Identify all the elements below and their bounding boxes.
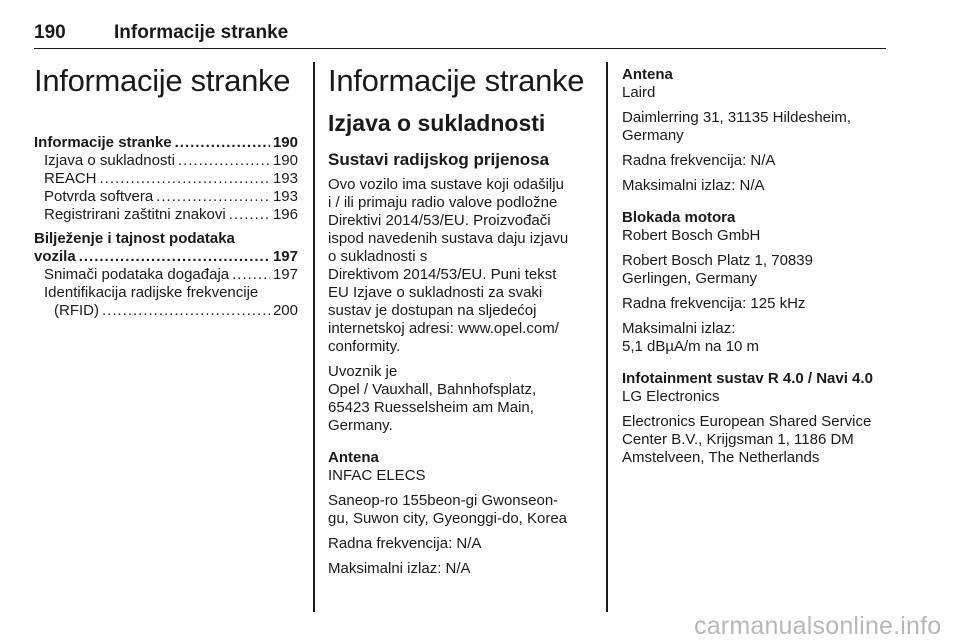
antena-laird-freq: Radna frekvencija: N/A: [622, 152, 776, 169]
blokada-freq: Radna frekvencija: 125 kHz: [622, 295, 806, 312]
toc-entry-biljezenje-line1[interactable]: Bilježenje i tajnost podataka: [34, 230, 235, 247]
blokada-maker: Robert Bosch GmbH: [622, 227, 761, 244]
antena-laird-maker: Laird: [622, 84, 656, 101]
antena-infac-max: Maksimalni izlaz: N/A: [328, 560, 471, 577]
content-column-2: Antena Laird Daimlerring 31, 31135 Hildesheim, Germany Radna frekvencija: N/A Maksimalni izlaz: N/A Blokada motora Robert Bosch GmbH Robert Bosch Platz 1, 70839 Gerlingen, Germany Radna frekvencija: 125 kHz Maksimalni izlaz: 5,1 dBµA/m na 10 m Infotainment sustav R 4.0 / Navi 4.0 LG Electronics Electronics European Shared Service Center B.V., Krijgsman 1, 1186 DM Amstelveen, The Netherlands: [622, 62, 886, 467]
antena-laird-title: Antena: [622, 66, 673, 83]
infotainment-title: Infotainment sustav R 4.0 / Navi 4.0: [622, 370, 873, 387]
toc-entry-snimaci[interactable]: Snimači podataka događaja ..... 197: [34, 266, 298, 284]
antena-laird-max: Maksimalni izlaz: N/A: [622, 177, 765, 194]
infotainment-maker: LG Electronics: [622, 388, 720, 405]
toc-entry-biljezenje[interactable]: vozila ..... 197: [34, 248, 298, 266]
column-divider-2: [606, 62, 608, 612]
column-divider-1: [313, 62, 315, 612]
toc-entry-izjava[interactable]: Izjava o sukladnosti ..... 190: [34, 152, 298, 170]
content-column-1: Informacije stranke Izjava o sukladnosti Sustavi radijskog prijenosa Ovo vozilo ima sustave koji odašilju i / ili primaju radio valove podložne Direktivi 2014/53/EU. Proizvođači ispod navedenih sustava daju izjavu o sukladnosti s Direktivom 2014/53/EU. Puni tekst EU Izjave o sukladnosti za svaki sustav je dostupan na sljedećoj internetskoj adresi: www.opel.com/ conformity. Uvoznik je Opel / Vauxhall, Bahnhofsplatz, 65423 Ruesselsheim am Main, Germany. Antena INFAC ELECS Saneop-ro 155beon-gi Gwonseon- gu, Suwon city, Gyeonggi-do, Korea Radna frekvencija: N/A Maksimalni izlaz: N/A: [328, 62, 590, 578]
subsection-heading: Izjava o sukladnosti: [328, 110, 546, 136]
table-of-contents: [34, 134, 298, 320]
antena-infac-maker: INFAC ELECS: [328, 467, 426, 484]
importer-paragraph: Uvoznik je Opel / Vauxhall, Bahnhofsplatz, 65423 Ruesselsheim am Main, Germany.: [328, 363, 537, 434]
toc-entry-informacije-stranke[interactable]: Informacije stranke ..... 190: [34, 134, 298, 152]
watermark: carmanualsonline.info: [694, 612, 942, 640]
chapter-title: Informacije stranke: [34, 63, 291, 98]
toc-column: [34, 62, 298, 320]
page-header: [34, 18, 886, 49]
toc-entry-registrirani[interactable]: Registrirani zaštitni znakovi ..... 196: [34, 206, 298, 224]
toc-entry-rfid-line1[interactable]: Identifikacija radijske frekvencije: [44, 284, 259, 301]
antena-infac-title: Antena: [328, 449, 379, 466]
antena-infac-freq: Radna frekvencija: N/A: [328, 535, 482, 552]
toc-entry-rfid[interactable]: (RFID) ..... 200: [34, 302, 298, 320]
intro-paragraph: Ovo vozilo ima sustave koji odašilju i / ili primaju radio valove podložne Direktivi 2014/53/EU. Proizvođači ispod navedenih sustava daju izjavu o sukladnosti s Direktivom 2014/53/EU. Puni tekst EU Izjave o sukladnosti za svaki sustav je dostupan na sljedećoj internetskoj adresi: www.opel.com/ conformity.: [328, 176, 569, 355]
blokada-title: Blokada motora: [622, 209, 736, 226]
page-number: 190: [34, 22, 66, 43]
toc-entry-reach[interactable]: REACH ..... 193: [34, 170, 298, 188]
toc-entry-potvrda[interactable]: Potvrda softvera ..... 193: [34, 188, 298, 206]
topic-heading: Sustavi radijskog prijenosa: [328, 150, 550, 169]
header-title: Informacije stranke: [114, 22, 289, 43]
section-heading: Informacije stranke: [328, 63, 585, 98]
